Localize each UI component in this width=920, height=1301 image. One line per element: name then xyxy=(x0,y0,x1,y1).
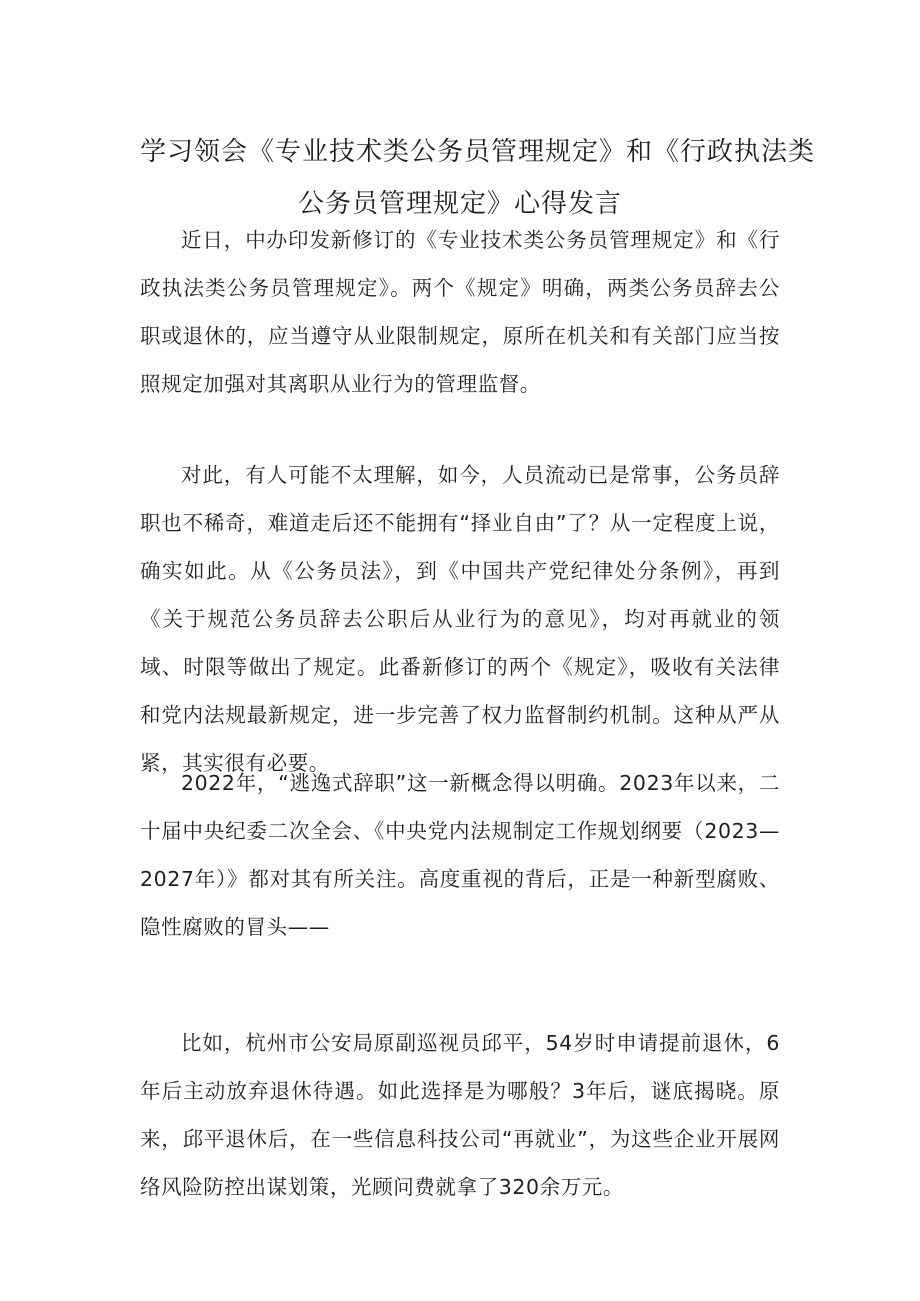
title-line-2: 公务员管理规定》心得发言 xyxy=(297,189,622,219)
paragraph-3: 2022年，“逃逸式辞职”这一新概念得以明确。2023年以来，二十届中央纪委二次全会、《中央党内法规制定工作规划纲要（2023—2027年）》都对其有所关注。高度重视的背后，正是一种新型腐败、隐性腐败的冒头—— xyxy=(140,771,780,939)
document-title xyxy=(140,126,816,230)
paragraph-2: 对此，有人可能不太理解，如今，人员流动已是常事，公务员辞职也不稀奇，难道走后还不能拥有“择业自由”了？从一定程度上说，确实如此。从《公务员法》，到《中国共产党纪律处分条例》，再到《关于规范公务员辞去公职后从业行为的意见》，均对再就业的领域、时限等做出了规定。此番新修订的两个《规定》，吸收有关法律和党内法规最新规定，进一步完善了权力监督制约机制。这种从严从紧，其实很有必要。 xyxy=(140,463,780,775)
paragraph-4: 比如，杭州市公安局原副巡视员邱平，54岁时申请提前退休，6年后主动放弃退休待遇。如此选择是为哪般？3年后，谜底揭晓。原来，邱平退休后，在一些信息科技公司“再就业”，为这些企业开展网络风险防控出谋划策，光顾问费就拿了320余万元。 xyxy=(140,1031,780,1199)
paragraph-1: 近日，中办印发新修订的《专业技术类公务员管理规定》和《行政执法类公务员管理规定》。两个《规定》明确，两类公务员辞去公职或退休的，应当遵守从业限制规定，原所在机关和有关部门应当按照规定加强对其离职从业行为的管理监督。 xyxy=(140,228,780,396)
title-line-1: 学习领会《专业技术类公务员管理规定》和《行政执法类 xyxy=(140,137,816,167)
